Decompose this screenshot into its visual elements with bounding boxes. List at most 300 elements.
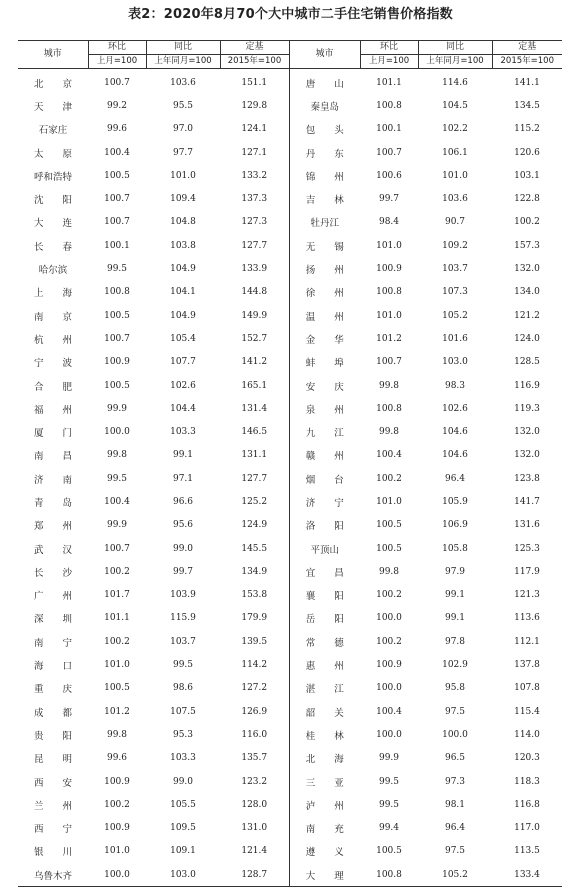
mom-cell: 101.2 bbox=[376, 333, 402, 344]
header-yoy-right: 同比 bbox=[418, 41, 492, 55]
city-name-cell: 遵 义 bbox=[289, 840, 360, 863]
mom-cell: 100.2 bbox=[104, 799, 130, 810]
yoy-cell: 103.0 bbox=[170, 869, 196, 880]
table-row bbox=[18, 863, 562, 887]
city-name-cell: 青 岛 bbox=[33, 497, 72, 509]
yoy-cell: 97.9 bbox=[444, 566, 466, 577]
base-cell: 127.7 bbox=[241, 473, 268, 484]
yoy-cell: 98.3 bbox=[444, 380, 466, 391]
city-name-cell: 徐 州 bbox=[289, 281, 360, 304]
base-cell: 117.0 bbox=[514, 823, 540, 834]
city-name-cell: 蚌 埠 bbox=[289, 351, 360, 374]
yoy-cell: 101.0 bbox=[170, 170, 196, 181]
yoy-cell: 107.7 bbox=[170, 357, 196, 368]
mom-cell: 100.5 bbox=[104, 310, 130, 321]
city-name-cell: 西 宁 bbox=[33, 824, 72, 836]
base-cell: 124.9 bbox=[241, 520, 268, 531]
mom-cell: 100.1 bbox=[376, 124, 402, 135]
table-row bbox=[18, 653, 562, 676]
yoy-cell: 98.1 bbox=[444, 799, 466, 810]
table-row bbox=[18, 630, 562, 653]
city-name-cell: 大 连 bbox=[33, 218, 72, 230]
base-cell: 127.3 bbox=[241, 217, 268, 228]
yoy-cell: 101.0 bbox=[442, 170, 468, 181]
table-body bbox=[18, 69, 562, 887]
base-cell: 112.1 bbox=[514, 636, 540, 647]
city-name-cell: 大 理 bbox=[289, 863, 360, 887]
yoy-cell: 102.6 bbox=[442, 403, 468, 414]
table-row bbox=[18, 351, 562, 374]
table-row bbox=[18, 817, 562, 840]
table-row bbox=[18, 118, 562, 141]
mom-cell: 99.9 bbox=[106, 520, 128, 531]
base-cell: 144.8 bbox=[241, 287, 268, 298]
city-name-cell: 湛 江 bbox=[289, 677, 360, 700]
city-name-cell: 泉 州 bbox=[289, 397, 360, 420]
header-yoy-sub-right: 上年同月=100 bbox=[418, 55, 492, 69]
base-cell: 131.4 bbox=[241, 403, 268, 414]
city-name-cell: 三 亚 bbox=[289, 770, 360, 793]
city-name-cell: 天 津 bbox=[33, 101, 72, 113]
yoy-cell: 103.6 bbox=[442, 194, 468, 205]
city-name-cell: 金 华 bbox=[289, 327, 360, 350]
mom-cell: 100.2 bbox=[376, 590, 402, 601]
base-cell: 114.2 bbox=[241, 660, 268, 671]
base-cell: 121.2 bbox=[514, 310, 540, 321]
base-cell: 133.9 bbox=[241, 264, 268, 275]
yoy-cell: 106.9 bbox=[442, 520, 468, 531]
city-name-cell: 桂 林 bbox=[289, 723, 360, 746]
base-cell: 100.2 bbox=[514, 217, 540, 228]
base-cell: 116.9 bbox=[514, 380, 540, 391]
city-name-cell: 合 肥 bbox=[33, 381, 72, 393]
mom-cell: 99.4 bbox=[378, 823, 400, 834]
mom-cell: 100.9 bbox=[104, 776, 130, 787]
city-name-cell: 昆 明 bbox=[33, 754, 72, 766]
mom-cell: 100.7 bbox=[104, 217, 130, 228]
mom-cell: 101.0 bbox=[376, 240, 402, 251]
table-row bbox=[18, 584, 562, 607]
yoy-cell: 114.6 bbox=[442, 77, 468, 88]
mom-cell: 100.2 bbox=[104, 566, 130, 577]
base-cell: 122.8 bbox=[514, 194, 540, 205]
mom-cell: 100.5 bbox=[376, 846, 402, 857]
table-row bbox=[18, 420, 562, 443]
mom-cell: 101.0 bbox=[376, 496, 402, 507]
city-name-cell: 韶 关 bbox=[289, 700, 360, 723]
mom-cell: 100.7 bbox=[376, 147, 402, 158]
yoy-cell: 109.1 bbox=[170, 846, 196, 857]
base-cell: 126.9 bbox=[241, 706, 268, 717]
city-name-cell: 银 川 bbox=[33, 847, 72, 859]
table-row bbox=[18, 770, 562, 793]
base-cell: 129.8 bbox=[241, 100, 268, 111]
city-name-cell: 温 州 bbox=[289, 304, 360, 327]
mom-cell: 101.7 bbox=[104, 590, 130, 601]
yoy-cell: 97.0 bbox=[172, 124, 194, 135]
mom-cell: 99.8 bbox=[106, 729, 128, 740]
yoy-cell: 104.6 bbox=[442, 427, 468, 438]
city-name-cell: 烟 台 bbox=[289, 467, 360, 490]
yoy-cell: 96.6 bbox=[172, 496, 194, 507]
table-row bbox=[18, 444, 562, 467]
yoy-cell: 95.6 bbox=[172, 520, 194, 531]
yoy-cell: 103.9 bbox=[170, 590, 196, 601]
mom-cell: 98.4 bbox=[378, 217, 400, 228]
base-cell: 115.4 bbox=[514, 706, 540, 717]
mom-cell: 99.9 bbox=[106, 403, 128, 414]
base-cell: 124.0 bbox=[514, 333, 540, 344]
yoy-cell: 99.1 bbox=[444, 613, 466, 624]
base-cell: 116.8 bbox=[514, 799, 540, 810]
mom-cell: 100.8 bbox=[376, 869, 402, 880]
city-name-cell: 惠 州 bbox=[289, 653, 360, 676]
yoy-cell: 105.2 bbox=[442, 310, 468, 321]
city-name-cell: 深 圳 bbox=[33, 614, 72, 626]
mom-cell: 99.5 bbox=[106, 264, 128, 275]
base-cell: 120.3 bbox=[514, 753, 540, 764]
base-cell: 123.2 bbox=[241, 776, 268, 787]
city-name-cell: 宜 昌 bbox=[289, 560, 360, 583]
mom-cell: 100.0 bbox=[376, 729, 402, 740]
yoy-cell: 109.2 bbox=[442, 240, 468, 251]
mom-cell: 100.9 bbox=[376, 264, 402, 275]
yoy-cell: 103.8 bbox=[170, 240, 196, 251]
table-row bbox=[18, 164, 562, 187]
mom-cell: 100.5 bbox=[376, 520, 402, 531]
mom-cell: 100.1 bbox=[104, 240, 130, 251]
yoy-cell: 104.6 bbox=[442, 450, 468, 461]
city-name-cell: 安 庆 bbox=[289, 374, 360, 397]
city-name-cell: 牡丹江 bbox=[289, 211, 360, 234]
base-cell: 123.8 bbox=[514, 473, 540, 484]
mom-cell: 100.9 bbox=[104, 823, 130, 834]
yoy-cell: 105.5 bbox=[170, 799, 196, 810]
table-row bbox=[18, 69, 562, 95]
base-cell: 116.0 bbox=[241, 729, 268, 740]
city-name-cell: 泸 州 bbox=[289, 793, 360, 816]
base-cell: 134.5 bbox=[514, 100, 540, 111]
base-cell: 131.0 bbox=[241, 823, 268, 834]
city-name-cell: 北 京 bbox=[33, 78, 72, 90]
city-name-cell: 常 德 bbox=[289, 630, 360, 653]
mom-cell: 99.8 bbox=[378, 427, 400, 438]
table-row bbox=[18, 793, 562, 816]
city-name-cell: 平顶山 bbox=[289, 537, 360, 560]
city-name-cell: 襄 阳 bbox=[289, 584, 360, 607]
yoy-cell: 97.7 bbox=[172, 147, 194, 158]
yoy-cell: 103.7 bbox=[442, 264, 468, 275]
base-cell: 113.6 bbox=[514, 613, 540, 624]
yoy-cell: 104.9 bbox=[170, 264, 196, 275]
base-cell: 121.3 bbox=[514, 590, 540, 601]
header-base-sub-left: 2015年=100 bbox=[220, 55, 289, 69]
city-name-cell: 丹 东 bbox=[289, 141, 360, 164]
yoy-cell: 99.1 bbox=[172, 450, 194, 461]
yoy-cell: 103.7 bbox=[170, 636, 196, 647]
yoy-cell: 99.1 bbox=[444, 590, 466, 601]
table-row bbox=[18, 467, 562, 490]
mom-cell: 101.0 bbox=[104, 846, 130, 857]
mom-cell: 100.5 bbox=[104, 683, 130, 694]
yoy-cell: 105.8 bbox=[442, 543, 468, 554]
city-name-cell: 呼和浩特 bbox=[33, 171, 72, 183]
yoy-cell: 107.3 bbox=[442, 287, 468, 298]
city-name-cell: 长 沙 bbox=[33, 567, 72, 579]
city-name-cell: 唐 山 bbox=[289, 69, 360, 95]
base-cell: 149.9 bbox=[241, 310, 268, 321]
base-cell: 153.8 bbox=[241, 590, 268, 601]
header-city-right: 城市 bbox=[289, 41, 360, 69]
mom-cell: 100.8 bbox=[376, 403, 402, 414]
mom-cell: 99.8 bbox=[378, 566, 400, 577]
yoy-cell: 90.7 bbox=[444, 217, 466, 228]
mom-cell: 100.6 bbox=[376, 170, 402, 181]
city-name-cell: 长 春 bbox=[33, 241, 72, 253]
mom-cell: 100.7 bbox=[104, 333, 130, 344]
city-name-cell: 贵 阳 bbox=[33, 730, 72, 742]
mom-cell: 100.0 bbox=[104, 427, 130, 438]
base-cell: 115.2 bbox=[514, 124, 540, 135]
yoy-cell: 109.4 bbox=[170, 194, 196, 205]
mom-cell: 100.4 bbox=[104, 496, 130, 507]
base-cell: 118.3 bbox=[514, 776, 540, 787]
yoy-cell: 95.3 bbox=[172, 729, 194, 740]
base-cell: 133.4 bbox=[514, 869, 540, 880]
mom-cell: 99.2 bbox=[106, 100, 128, 111]
base-cell: 103.1 bbox=[514, 170, 540, 181]
base-cell: 119.3 bbox=[514, 403, 540, 414]
city-name-cell: 九 江 bbox=[289, 420, 360, 443]
mom-cell: 99.6 bbox=[106, 753, 128, 764]
mom-cell: 100.2 bbox=[376, 473, 402, 484]
mom-cell: 99.5 bbox=[378, 799, 400, 810]
yoy-cell: 96.4 bbox=[444, 473, 466, 484]
mom-cell: 100.5 bbox=[104, 380, 130, 391]
table-row bbox=[18, 281, 562, 304]
city-name-cell: 宁 波 bbox=[33, 358, 72, 370]
yoy-cell: 102.2 bbox=[442, 124, 468, 135]
yoy-cell: 103.3 bbox=[170, 753, 196, 764]
table-row bbox=[18, 677, 562, 700]
header-base-left: 定基 bbox=[220, 41, 289, 55]
table-row bbox=[18, 211, 562, 234]
header-yoy-sub-left: 上年同月=100 bbox=[146, 55, 220, 69]
mom-cell: 100.7 bbox=[104, 194, 130, 205]
yoy-cell: 96.4 bbox=[444, 823, 466, 834]
mom-cell: 99.8 bbox=[106, 450, 128, 461]
city-name-cell: 太 原 bbox=[33, 148, 72, 160]
base-cell: 141.2 bbox=[241, 357, 268, 368]
mom-cell: 99.5 bbox=[378, 776, 400, 787]
city-name-cell: 石家庄 bbox=[38, 125, 68, 137]
mom-cell: 101.2 bbox=[104, 706, 130, 717]
table-row bbox=[18, 94, 562, 117]
base-cell: 134.0 bbox=[514, 287, 540, 298]
base-cell: 132.0 bbox=[514, 450, 540, 461]
table-row bbox=[18, 840, 562, 863]
city-name-cell: 乌鲁木齐 bbox=[33, 870, 72, 882]
table-row bbox=[18, 187, 562, 210]
mom-cell: 100.9 bbox=[376, 660, 402, 671]
mom-cell: 99.7 bbox=[378, 194, 400, 205]
mom-cell: 99.8 bbox=[378, 380, 400, 391]
mom-cell: 100.8 bbox=[376, 100, 402, 111]
base-cell: 114.0 bbox=[514, 729, 540, 740]
base-cell: 113.5 bbox=[514, 846, 540, 857]
header-row-main bbox=[18, 41, 562, 55]
table-row bbox=[18, 141, 562, 164]
base-cell: 132.0 bbox=[514, 427, 540, 438]
mom-cell: 100.5 bbox=[104, 170, 130, 181]
yoy-cell: 97.1 bbox=[172, 473, 194, 484]
base-cell: 127.2 bbox=[241, 683, 268, 694]
city-name-cell: 赣 州 bbox=[289, 444, 360, 467]
city-name-cell: 吉 林 bbox=[289, 187, 360, 210]
mom-cell: 101.0 bbox=[376, 310, 402, 321]
header-mom-left: 环比 bbox=[88, 41, 146, 55]
table-row bbox=[18, 257, 562, 280]
yoy-cell: 99.5 bbox=[172, 660, 194, 671]
header-base-right: 定基 bbox=[492, 41, 562, 55]
city-name-cell: 北 海 bbox=[289, 747, 360, 770]
mom-cell: 100.9 bbox=[104, 357, 130, 368]
header-mom-right: 环比 bbox=[360, 41, 418, 55]
base-cell: 125.2 bbox=[241, 496, 268, 507]
table-row bbox=[18, 374, 562, 397]
table-title: 表2：2020年8月70个大中城市二手住宅销售价格指数 bbox=[128, 7, 453, 22]
base-cell: 128.7 bbox=[241, 869, 268, 880]
base-cell: 127.1 bbox=[241, 147, 268, 158]
city-name-cell: 济 宁 bbox=[289, 490, 360, 513]
yoy-cell: 97.5 bbox=[444, 846, 466, 857]
city-name-cell: 成 都 bbox=[33, 707, 72, 719]
yoy-cell: 105.2 bbox=[442, 869, 468, 880]
mom-cell: 99.6 bbox=[106, 124, 128, 135]
price-index-table bbox=[18, 40, 562, 887]
table-row bbox=[18, 304, 562, 327]
base-cell: 157.3 bbox=[514, 240, 540, 251]
base-cell: 125.3 bbox=[514, 543, 540, 554]
base-cell: 121.4 bbox=[241, 846, 268, 857]
base-cell: 146.5 bbox=[241, 427, 268, 438]
mom-cell: 101.1 bbox=[376, 77, 402, 88]
city-name-cell: 厦 门 bbox=[33, 428, 72, 440]
mom-cell: 100.4 bbox=[104, 147, 130, 158]
city-name-cell: 郑 州 bbox=[33, 521, 72, 533]
yoy-cell: 104.5 bbox=[442, 100, 468, 111]
base-cell: 137.8 bbox=[514, 660, 540, 671]
base-cell: 120.6 bbox=[514, 147, 540, 158]
yoy-cell: 96.5 bbox=[444, 753, 466, 764]
city-name-cell: 秦皇岛 bbox=[289, 94, 360, 117]
base-cell: 165.1 bbox=[241, 380, 268, 391]
base-cell: 139.5 bbox=[241, 636, 268, 647]
header-yoy-left: 同比 bbox=[146, 41, 220, 55]
header-city-left: 城市 bbox=[18, 41, 88, 69]
base-cell: 128.0 bbox=[241, 799, 268, 810]
mom-cell: 100.0 bbox=[104, 869, 130, 880]
mom-cell: 100.5 bbox=[376, 543, 402, 554]
base-cell: 141.1 bbox=[514, 77, 540, 88]
city-name-cell: 海 口 bbox=[33, 661, 72, 673]
yoy-cell: 102.6 bbox=[170, 380, 196, 391]
base-cell: 117.9 bbox=[514, 566, 540, 577]
mom-cell: 100.0 bbox=[376, 683, 402, 694]
table-row bbox=[18, 490, 562, 513]
city-name-cell: 南 京 bbox=[33, 311, 72, 323]
yoy-cell: 105.4 bbox=[170, 333, 196, 344]
yoy-cell: 115.9 bbox=[170, 613, 196, 624]
yoy-cell: 104.8 bbox=[170, 217, 196, 228]
city-name-cell: 扬 州 bbox=[289, 257, 360, 280]
yoy-cell: 95.8 bbox=[444, 683, 466, 694]
city-name-cell: 西 安 bbox=[33, 777, 72, 789]
city-name-cell: 南 昌 bbox=[33, 451, 72, 463]
mom-cell: 100.4 bbox=[376, 706, 402, 717]
city-name-cell: 无 锡 bbox=[289, 234, 360, 257]
yoy-cell: 97.8 bbox=[444, 636, 466, 647]
base-cell: 141.7 bbox=[514, 496, 540, 507]
city-name-cell: 哈尔滨 bbox=[38, 265, 68, 277]
city-name-cell: 岳 阳 bbox=[289, 607, 360, 630]
base-cell: 124.1 bbox=[241, 124, 268, 135]
table-row bbox=[18, 327, 562, 350]
city-name-cell: 济 南 bbox=[33, 474, 72, 486]
table-row bbox=[18, 234, 562, 257]
city-name-cell: 福 州 bbox=[33, 404, 72, 416]
header-mom-sub-left: 上月=100 bbox=[88, 55, 146, 69]
yoy-cell: 101.6 bbox=[442, 333, 468, 344]
base-cell: 137.3 bbox=[241, 194, 268, 205]
mom-cell: 100.8 bbox=[104, 287, 130, 298]
base-cell: 145.5 bbox=[241, 543, 268, 554]
table-row bbox=[18, 723, 562, 746]
yoy-cell: 99.0 bbox=[172, 776, 194, 787]
city-name-cell: 上 海 bbox=[33, 288, 72, 300]
yoy-cell: 95.5 bbox=[172, 100, 194, 111]
mom-cell: 101.1 bbox=[104, 613, 130, 624]
city-name-cell: 沈 阳 bbox=[33, 195, 72, 207]
yoy-cell: 102.9 bbox=[442, 660, 468, 671]
yoy-cell: 109.5 bbox=[170, 823, 196, 834]
mom-cell: 100.2 bbox=[104, 636, 130, 647]
yoy-cell: 99.7 bbox=[172, 566, 194, 577]
city-name-cell: 重 庆 bbox=[33, 684, 72, 696]
yoy-cell: 97.3 bbox=[444, 776, 466, 787]
yoy-cell: 97.5 bbox=[444, 706, 466, 717]
base-cell: 134.9 bbox=[241, 566, 268, 577]
yoy-cell: 98.6 bbox=[172, 683, 194, 694]
base-cell: 135.7 bbox=[241, 753, 268, 764]
city-name-cell: 南 宁 bbox=[33, 637, 72, 649]
mom-cell: 100.2 bbox=[376, 636, 402, 647]
table-row bbox=[18, 560, 562, 583]
yoy-cell: 106.1 bbox=[442, 147, 468, 158]
mom-cell: 99.5 bbox=[106, 473, 128, 484]
city-name-cell: 武 汉 bbox=[33, 544, 72, 556]
table-row bbox=[18, 514, 562, 537]
yoy-cell: 104.4 bbox=[170, 403, 196, 414]
mom-cell: 100.0 bbox=[376, 613, 402, 624]
city-name-cell: 锦 州 bbox=[289, 164, 360, 187]
base-cell: 131.1 bbox=[241, 450, 268, 461]
base-cell: 131.6 bbox=[514, 520, 540, 531]
city-name-cell: 杭 州 bbox=[33, 334, 72, 346]
mom-cell: 100.4 bbox=[376, 450, 402, 461]
yoy-cell: 103.3 bbox=[170, 427, 196, 438]
mom-cell: 100.7 bbox=[376, 357, 402, 368]
